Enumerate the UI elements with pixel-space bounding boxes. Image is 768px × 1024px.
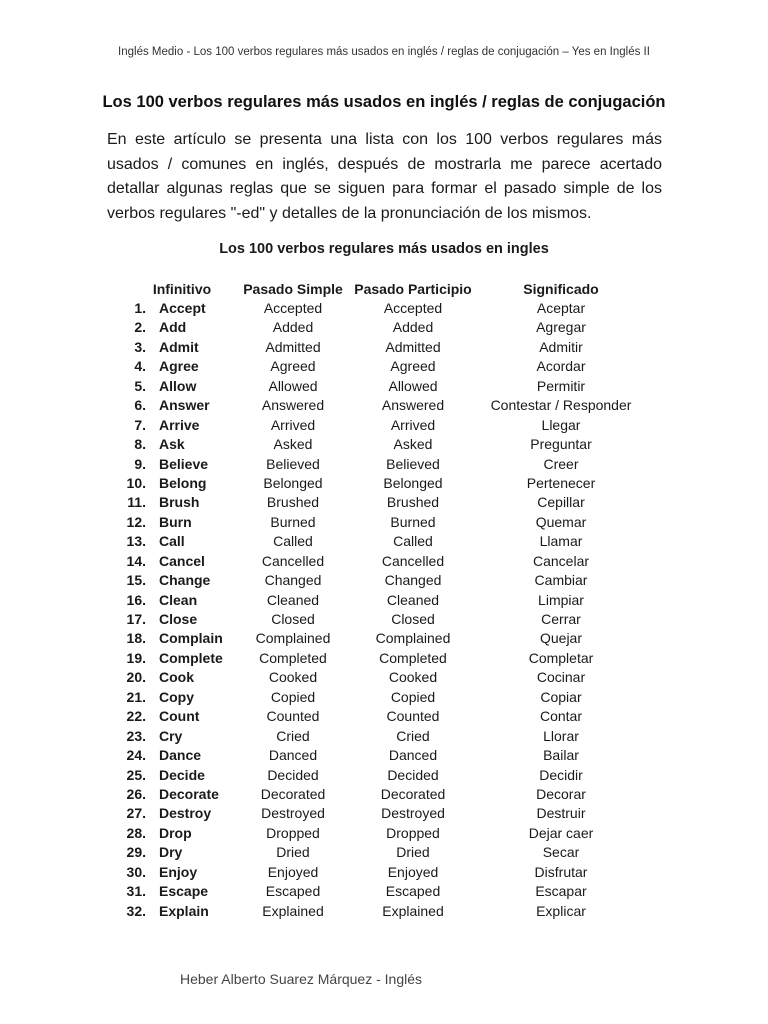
infinitive-cell: Enjoy <box>159 863 198 880</box>
meaning-cell: Bailar <box>543 747 579 764</box>
past-participle-cell: Accepted <box>383 300 443 316</box>
infinitive-cell: Drop <box>159 824 192 841</box>
footer-text: Heber Alberto Suarez Márquez - Inglés <box>180 971 423 987</box>
past-simple-cell: Cleaned <box>266 591 320 608</box>
table-row <box>0 804 768 823</box>
meaning-cell: Agregar <box>536 319 586 336</box>
infinitive-cell: Accept <box>159 300 206 316</box>
row-number: 15. <box>126 572 146 589</box>
table-row <box>0 552 768 571</box>
past-participle-cell: Complained <box>375 630 451 647</box>
verb-table-body <box>0 299 768 921</box>
table-row <box>0 668 768 687</box>
past-participle-cell: Completed <box>379 649 447 666</box>
meaning-cell: Cancelar <box>532 552 590 569</box>
infinitive-cell: Allow <box>159 377 197 394</box>
past-simple-cell: Counted <box>266 708 320 725</box>
table-row <box>0 843 768 862</box>
past-simple-cell: Enjoyed <box>267 863 319 880</box>
past-simple-cell: Cancelled <box>261 552 325 569</box>
past-participle-cell: Changed <box>384 572 442 589</box>
meaning-cell: Pertenecer <box>526 474 596 491</box>
infinitive-cell: Destroy <box>159 805 212 822</box>
past-simple-cell: Copied <box>270 688 316 705</box>
table-row <box>0 299 768 318</box>
meaning-cell: Disfrutar <box>534 863 588 880</box>
row-number: 14. <box>126 552 146 569</box>
meaning-cell: Decidir <box>539 766 583 783</box>
past-simple-cell: Changed <box>264 572 322 589</box>
row-number: 1. <box>134 300 146 316</box>
table-row <box>0 727 768 746</box>
row-number: 25. <box>126 766 146 783</box>
table-row <box>0 532 768 551</box>
row-number: 3. <box>134 338 146 355</box>
row-number: 7. <box>134 416 146 433</box>
table-row <box>0 455 768 474</box>
meaning-cell: Quemar <box>535 513 587 530</box>
past-simple-cell: Dropped <box>266 824 320 841</box>
infinitive-cell: Change <box>159 572 211 589</box>
table-row <box>0 318 768 337</box>
meaning-cell: Admitir <box>539 338 583 355</box>
row-number: 2. <box>134 319 146 336</box>
running-header: Inglés Medio - Los 100 verbos regulares más usados en inglés / reglas de conjugación – Yes en Inglés II <box>118 46 650 58</box>
infinitive-cell: Cook <box>159 669 194 686</box>
meaning-cell: Quejar <box>539 630 583 647</box>
row-number: 4. <box>134 358 146 375</box>
past-participle-cell: Counted <box>386 708 440 725</box>
past-participle-cell: Belonged <box>383 474 443 491</box>
past-participle-cell: Burned <box>390 513 436 530</box>
row-number: 32. <box>126 902 146 919</box>
meaning-cell: Limpiar <box>538 591 584 608</box>
meaning-cell: Creer <box>543 455 579 472</box>
infinitive-cell: Explain <box>159 902 209 919</box>
table-row <box>0 649 768 668</box>
header-past-participle: Pasado Participio <box>354 281 472 297</box>
past-participle-cell: Cleaned <box>386 591 440 608</box>
row-number: 19. <box>126 649 146 666</box>
past-simple-cell: Answered <box>261 397 325 414</box>
row-number: 20. <box>126 669 146 686</box>
past-simple-cell: Belonged <box>263 474 323 491</box>
past-participle-cell: Believed <box>386 455 440 472</box>
past-participle-cell: Added <box>392 319 434 336</box>
past-participle-cell: Escaped <box>385 883 441 900</box>
past-simple-cell: Dried <box>276 844 310 861</box>
row-number: 16. <box>126 591 146 608</box>
infinitive-cell: Decide <box>159 766 205 783</box>
meaning-cell: Preguntar <box>530 436 592 453</box>
past-participle-cell: Closed <box>391 611 435 627</box>
table-row <box>0 629 768 648</box>
past-participle-cell: Dropped <box>386 824 440 841</box>
infinitive-cell: Brush <box>159 494 200 511</box>
past-simple-cell: Escaped <box>265 883 321 900</box>
table-row <box>0 746 768 765</box>
infinitive-cell: Decorate <box>159 785 219 802</box>
table-row <box>0 396 768 415</box>
meaning-cell: Completar <box>528 649 594 666</box>
past-simple-cell: Decided <box>267 766 319 783</box>
infinitive-cell: Complete <box>159 649 223 666</box>
past-simple-cell: Admitted <box>265 338 321 355</box>
header-past-simple: Pasado Simple <box>243 281 343 297</box>
table-row <box>0 357 768 376</box>
row-number: 5. <box>134 377 146 394</box>
meaning-cell: Llorar <box>543 727 579 744</box>
table-row <box>0 902 768 921</box>
header-meaning: Significado <box>523 281 599 297</box>
row-number: 27. <box>126 805 146 822</box>
past-participle-cell: Enjoyed <box>387 863 439 880</box>
meaning-cell: Aceptar <box>536 300 586 316</box>
infinitive-cell: Copy <box>159 688 194 705</box>
row-number: 12. <box>126 513 146 530</box>
infinitive-cell: Close <box>159 611 198 627</box>
table-row <box>0 513 768 532</box>
past-simple-cell: Closed <box>271 611 315 627</box>
past-participle-cell: Explained <box>382 902 444 919</box>
past-participle-cell: Decided <box>387 766 439 783</box>
past-participle-cell: Agreed <box>390 358 436 375</box>
infinitive-cell: Burn <box>159 513 192 530</box>
past-simple-cell: Cooked <box>268 669 318 686</box>
past-simple-cell: Agreed <box>270 358 316 375</box>
infinitive-cell: Believe <box>159 455 209 472</box>
table-row <box>0 591 768 610</box>
meaning-cell: Llegar <box>541 416 581 433</box>
past-simple-cell: Destroyed <box>261 805 325 822</box>
row-number: 24. <box>126 747 146 764</box>
meaning-cell: Secar <box>542 844 580 861</box>
infinitive-cell: Count <box>159 708 200 725</box>
table-row <box>0 766 768 785</box>
row-number: 9. <box>134 455 146 472</box>
past-participle-cell: Brushed <box>386 494 440 511</box>
past-participle-cell: Cooked <box>388 669 438 686</box>
infinitive-cell: Dry <box>159 844 183 861</box>
infinitive-cell: Belong <box>159 474 207 491</box>
row-number: 8. <box>134 436 146 453</box>
table-row <box>0 688 768 707</box>
row-number: 10. <box>126 474 146 491</box>
past-simple-cell: Asked <box>273 436 313 453</box>
past-simple-cell: Decorated <box>260 785 326 802</box>
table-row <box>0 707 768 726</box>
table-row <box>0 435 768 454</box>
past-participle-cell: Admitted <box>385 338 441 355</box>
infinitive-cell: Ask <box>159 436 185 453</box>
row-number: 28. <box>126 824 146 841</box>
row-number: 30. <box>126 863 146 880</box>
table-row <box>0 493 768 512</box>
past-simple-cell: Completed <box>259 649 327 666</box>
table-row <box>0 377 768 396</box>
infinitive-cell: Add <box>159 319 187 336</box>
row-number: 11. <box>127 494 146 511</box>
infinitive-cell: Admit <box>159 338 199 355</box>
meaning-cell: Cerrar <box>541 611 581 627</box>
past-simple-cell: Accepted <box>263 300 323 316</box>
table-row <box>0 571 768 590</box>
row-number: 26. <box>126 785 146 802</box>
past-participle-cell: Answered <box>381 397 445 414</box>
row-number: 13. <box>126 533 146 550</box>
table-row <box>0 474 768 493</box>
row-number: 31. <box>126 883 146 900</box>
meaning-cell: Permitir <box>536 377 586 394</box>
past-simple-cell: Cried <box>276 727 310 744</box>
infinitive-cell: Escape <box>159 883 209 900</box>
infinitive-cell: Dance <box>159 747 202 764</box>
row-number: 6. <box>134 397 146 414</box>
meaning-cell: Dejar caer <box>528 824 594 841</box>
past-participle-cell: Danced <box>388 747 438 764</box>
past-simple-cell: Explained <box>262 902 324 919</box>
meaning-cell: Contestar / Responder <box>490 397 632 414</box>
row-number: 23. <box>126 727 146 744</box>
table-row <box>0 610 768 629</box>
infinitive-cell: Complain <box>159 630 223 647</box>
meaning-cell: Escapar <box>535 883 587 900</box>
row-number: 17. <box>126 611 146 627</box>
infinitive-cell: Cry <box>159 727 183 744</box>
past-simple-cell: Complained <box>255 630 331 647</box>
infinitive-cell: Arrive <box>159 416 200 433</box>
row-number: 21. <box>126 688 146 705</box>
table-row <box>0 824 768 843</box>
document-title: Los 100 verbos regulares más usados en inglés / reglas de conjugación <box>102 93 666 111</box>
table-row <box>0 785 768 804</box>
table-row <box>0 338 768 357</box>
table-row <box>0 863 768 882</box>
past-participle-cell: Arrived <box>390 416 436 433</box>
past-participle-cell: Dried <box>396 844 430 861</box>
past-participle-cell: Cancelled <box>381 552 445 569</box>
meaning-cell: Contar <box>539 708 583 725</box>
past-simple-cell: Called <box>273 533 313 550</box>
meaning-cell: Destruir <box>536 805 586 822</box>
meaning-cell: Explicar <box>536 902 586 919</box>
table-row <box>0 882 768 901</box>
past-participle-cell: Copied <box>390 688 436 705</box>
past-participle-cell: Cried <box>396 727 430 744</box>
row-number: 18. <box>126 630 146 647</box>
meaning-cell: Decorar <box>536 785 586 802</box>
infinitive-cell: Agree <box>159 358 199 375</box>
table-title: Los 100 verbos regulares más usados en ingles <box>219 241 549 257</box>
past-simple-cell: Arrived <box>270 416 316 433</box>
row-number: 29. <box>126 844 146 861</box>
past-simple-cell: Believed <box>266 455 320 472</box>
past-participle-cell: Asked <box>393 436 433 453</box>
infinitive-cell: Cancel <box>159 552 205 569</box>
infinitive-cell: Answer <box>159 397 210 414</box>
past-simple-cell: Added <box>272 319 314 336</box>
past-participle-cell: Called <box>393 533 433 550</box>
meaning-cell: Cambiar <box>534 572 588 589</box>
past-simple-cell: Danced <box>268 747 318 764</box>
meaning-cell: Cepillar <box>537 494 585 511</box>
meaning-cell: Acordar <box>536 358 586 375</box>
past-participle-cell: Destroyed <box>381 805 445 822</box>
infinitive-cell: Clean <box>159 591 198 608</box>
intro-paragraph: En este artículo se presenta una lista con los 100 verbos regulares más usados / comunes en inglés, después de mostrarla me parece acertado detallar algunas reglas que se siguen para formar el pasado simple de los verbos regulares "-ed" y detalles de la pronunciación de los mismos. <box>107 131 662 222</box>
past-simple-cell: Burned <box>270 513 316 530</box>
past-participle-cell: Decorated <box>380 785 446 802</box>
meaning-cell: Cocinar <box>536 669 586 686</box>
table-row <box>0 416 768 435</box>
past-simple-cell: Brushed <box>266 494 320 511</box>
row-number: 22. <box>126 708 146 725</box>
past-simple-cell: Allowed <box>268 377 318 394</box>
meaning-cell: Llamar <box>539 533 583 550</box>
past-participle-cell: Allowed <box>388 377 438 394</box>
header-infinitive: Infinitivo <box>152 281 212 297</box>
meaning-cell: Copiar <box>540 688 582 705</box>
infinitive-cell: Call <box>159 533 185 550</box>
